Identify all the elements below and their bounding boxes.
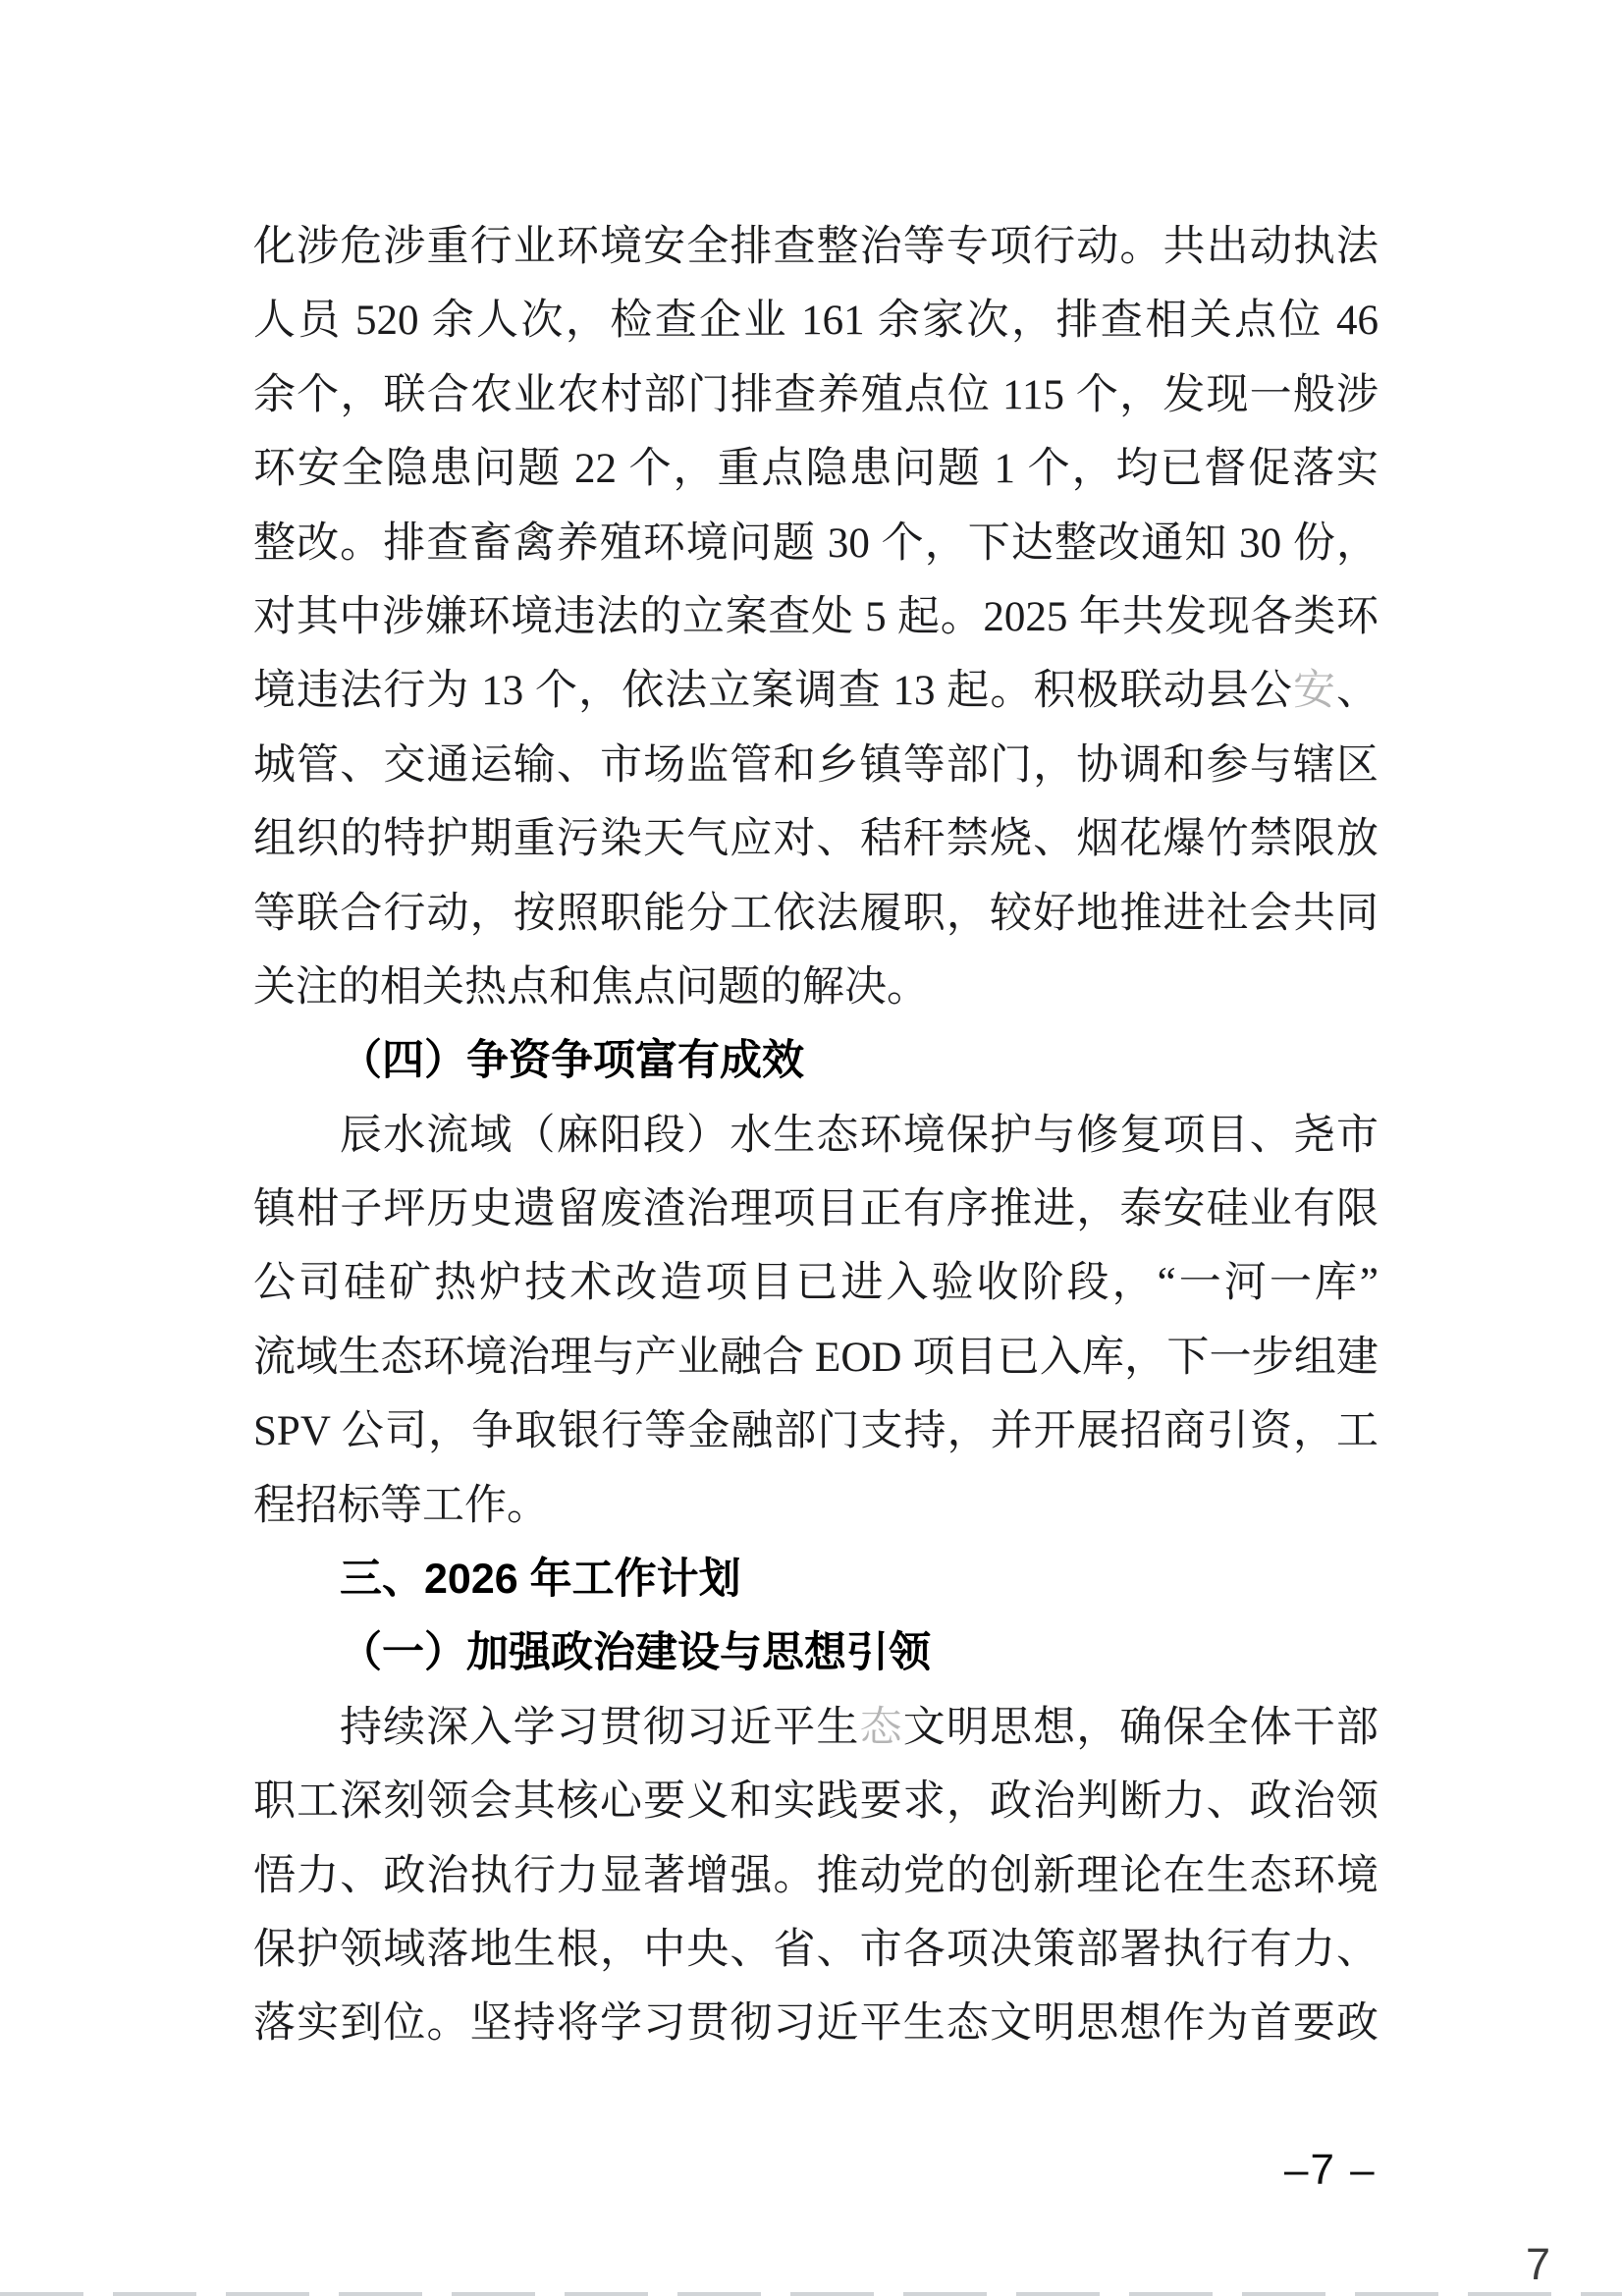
- text-line: [253, 284, 1379, 357]
- text-line: [253, 1839, 1379, 1913]
- faded-character: 安: [1292, 668, 1337, 715]
- heading-line: [253, 1024, 1379, 1098]
- text-run: 等联合行动，按照职能分工依法履职，较好地推进社会共同: [253, 890, 1379, 937]
- text-line: [253, 1394, 1379, 1468]
- text-run: 程招标等工作。: [253, 1482, 549, 1529]
- text-run: 保护领域落地生根，中央、省、市各项决策部署执行有力、: [253, 1926, 1379, 1973]
- text-run: （四）争资争项富有成效: [340, 1038, 804, 1085]
- text-line: [253, 729, 1379, 802]
- text-run: 三、2026 年工作计划: [340, 1556, 741, 1604]
- text-line: [253, 1913, 1379, 1987]
- text-line: [253, 358, 1379, 432]
- text-line: [253, 432, 1379, 506]
- text-run: 对其中涉嫌环境违法的立案查处 5 起。2025 年共发现各类环: [253, 593, 1379, 640]
- text-line: [253, 210, 1379, 284]
- text-run: SPV 公司，争取银行等金融部门支持，并开展招商引资，工: [253, 1408, 1379, 1455]
- text-line: [253, 1099, 1379, 1173]
- text-run: 流域生态环境治理与产业融合 EOD 项目已入库，下一步组建: [253, 1334, 1379, 1381]
- text-line: [253, 580, 1379, 654]
- text-line: [253, 1246, 1379, 1320]
- scan-edge-artifact: [0, 2292, 1622, 2296]
- text-run: 人员 520 余人次，检查企业 161 余家次，排查相关点位 46: [253, 298, 1379, 345]
- text-line: [253, 1987, 1379, 2060]
- faded-character: 态: [859, 1704, 903, 1751]
- text-line: [253, 1469, 1379, 1543]
- text-line: [253, 877, 1379, 951]
- text-run: 余个，联合农业农村部门排查养殖点位 115 个，发现一般涉: [253, 371, 1379, 418]
- text-line: [253, 802, 1379, 876]
- text-line: [253, 1765, 1379, 1838]
- footer-page-number: –7 –: [1284, 2146, 1377, 2194]
- text-run: 公司硅矿热炉技术改造项目已进入验收阶段，“一河一库”: [253, 1260, 1379, 1307]
- text-run: 持续深入学习贯彻习近平生: [340, 1704, 860, 1751]
- text-line: [253, 507, 1379, 580]
- text-run: 境违法行为 13 个，依法立案调查 13 起。积极联动县公: [253, 668, 1293, 715]
- text-run: 职工深刻领会其核心要义和实践要求，政治判断力、政治领: [253, 1778, 1379, 1826]
- text-run: 整改。排查畜禽养殖环境问题 30 个，下达整改通知 30 份，: [253, 519, 1379, 567]
- text-run: （一）加强政治建设与思想引领: [340, 1630, 931, 1677]
- text-run: 镇柑子坪历史遗留废渣治理项目正有序推进，泰安硅业有限: [253, 1186, 1379, 1233]
- text-block: [253, 210, 1379, 2061]
- text-run: 城管、交通运输、市场监管和乡镇等部门，协调和参与辖区: [253, 741, 1379, 789]
- text-line: [253, 654, 1379, 728]
- text-line: [253, 1173, 1379, 1246]
- text-run: 关注的相关热点和焦点问题的解决。: [253, 963, 929, 1011]
- text-run: 悟力、政治执行力显著增强。推动党的创新理论在生态环境: [253, 1852, 1379, 1899]
- text-run: 组织的特护期重污染天气应对、秸秆禁烧、烟花爆竹禁限放: [253, 816, 1379, 863]
- text-run: 文明思想，确保全体干部: [902, 1704, 1379, 1751]
- text-line: [253, 1321, 1379, 1394]
- text-line: [253, 951, 1379, 1024]
- heading-line: [253, 1543, 1379, 1616]
- text-run: 环安全隐患问题 22 个，重点隐患问题 1 个，均已督促落实: [253, 446, 1379, 493]
- text-run: 落实到位。坚持将学习贯彻习近平生态文明思想作为首要政: [253, 2000, 1379, 2048]
- scan-corner-page-number: 7: [1526, 2239, 1551, 2289]
- heading-line: [253, 1616, 1379, 1690]
- text-run: 辰水流域（麻阳段）水生态环境保护与修复项目、尧市: [340, 1112, 1379, 1159]
- text-run: 化涉危涉重行业环境安全排查整治等专项行动。共出动执法: [253, 224, 1379, 270]
- text-run: 、: [1336, 668, 1379, 715]
- text-line: [253, 1691, 1379, 1765]
